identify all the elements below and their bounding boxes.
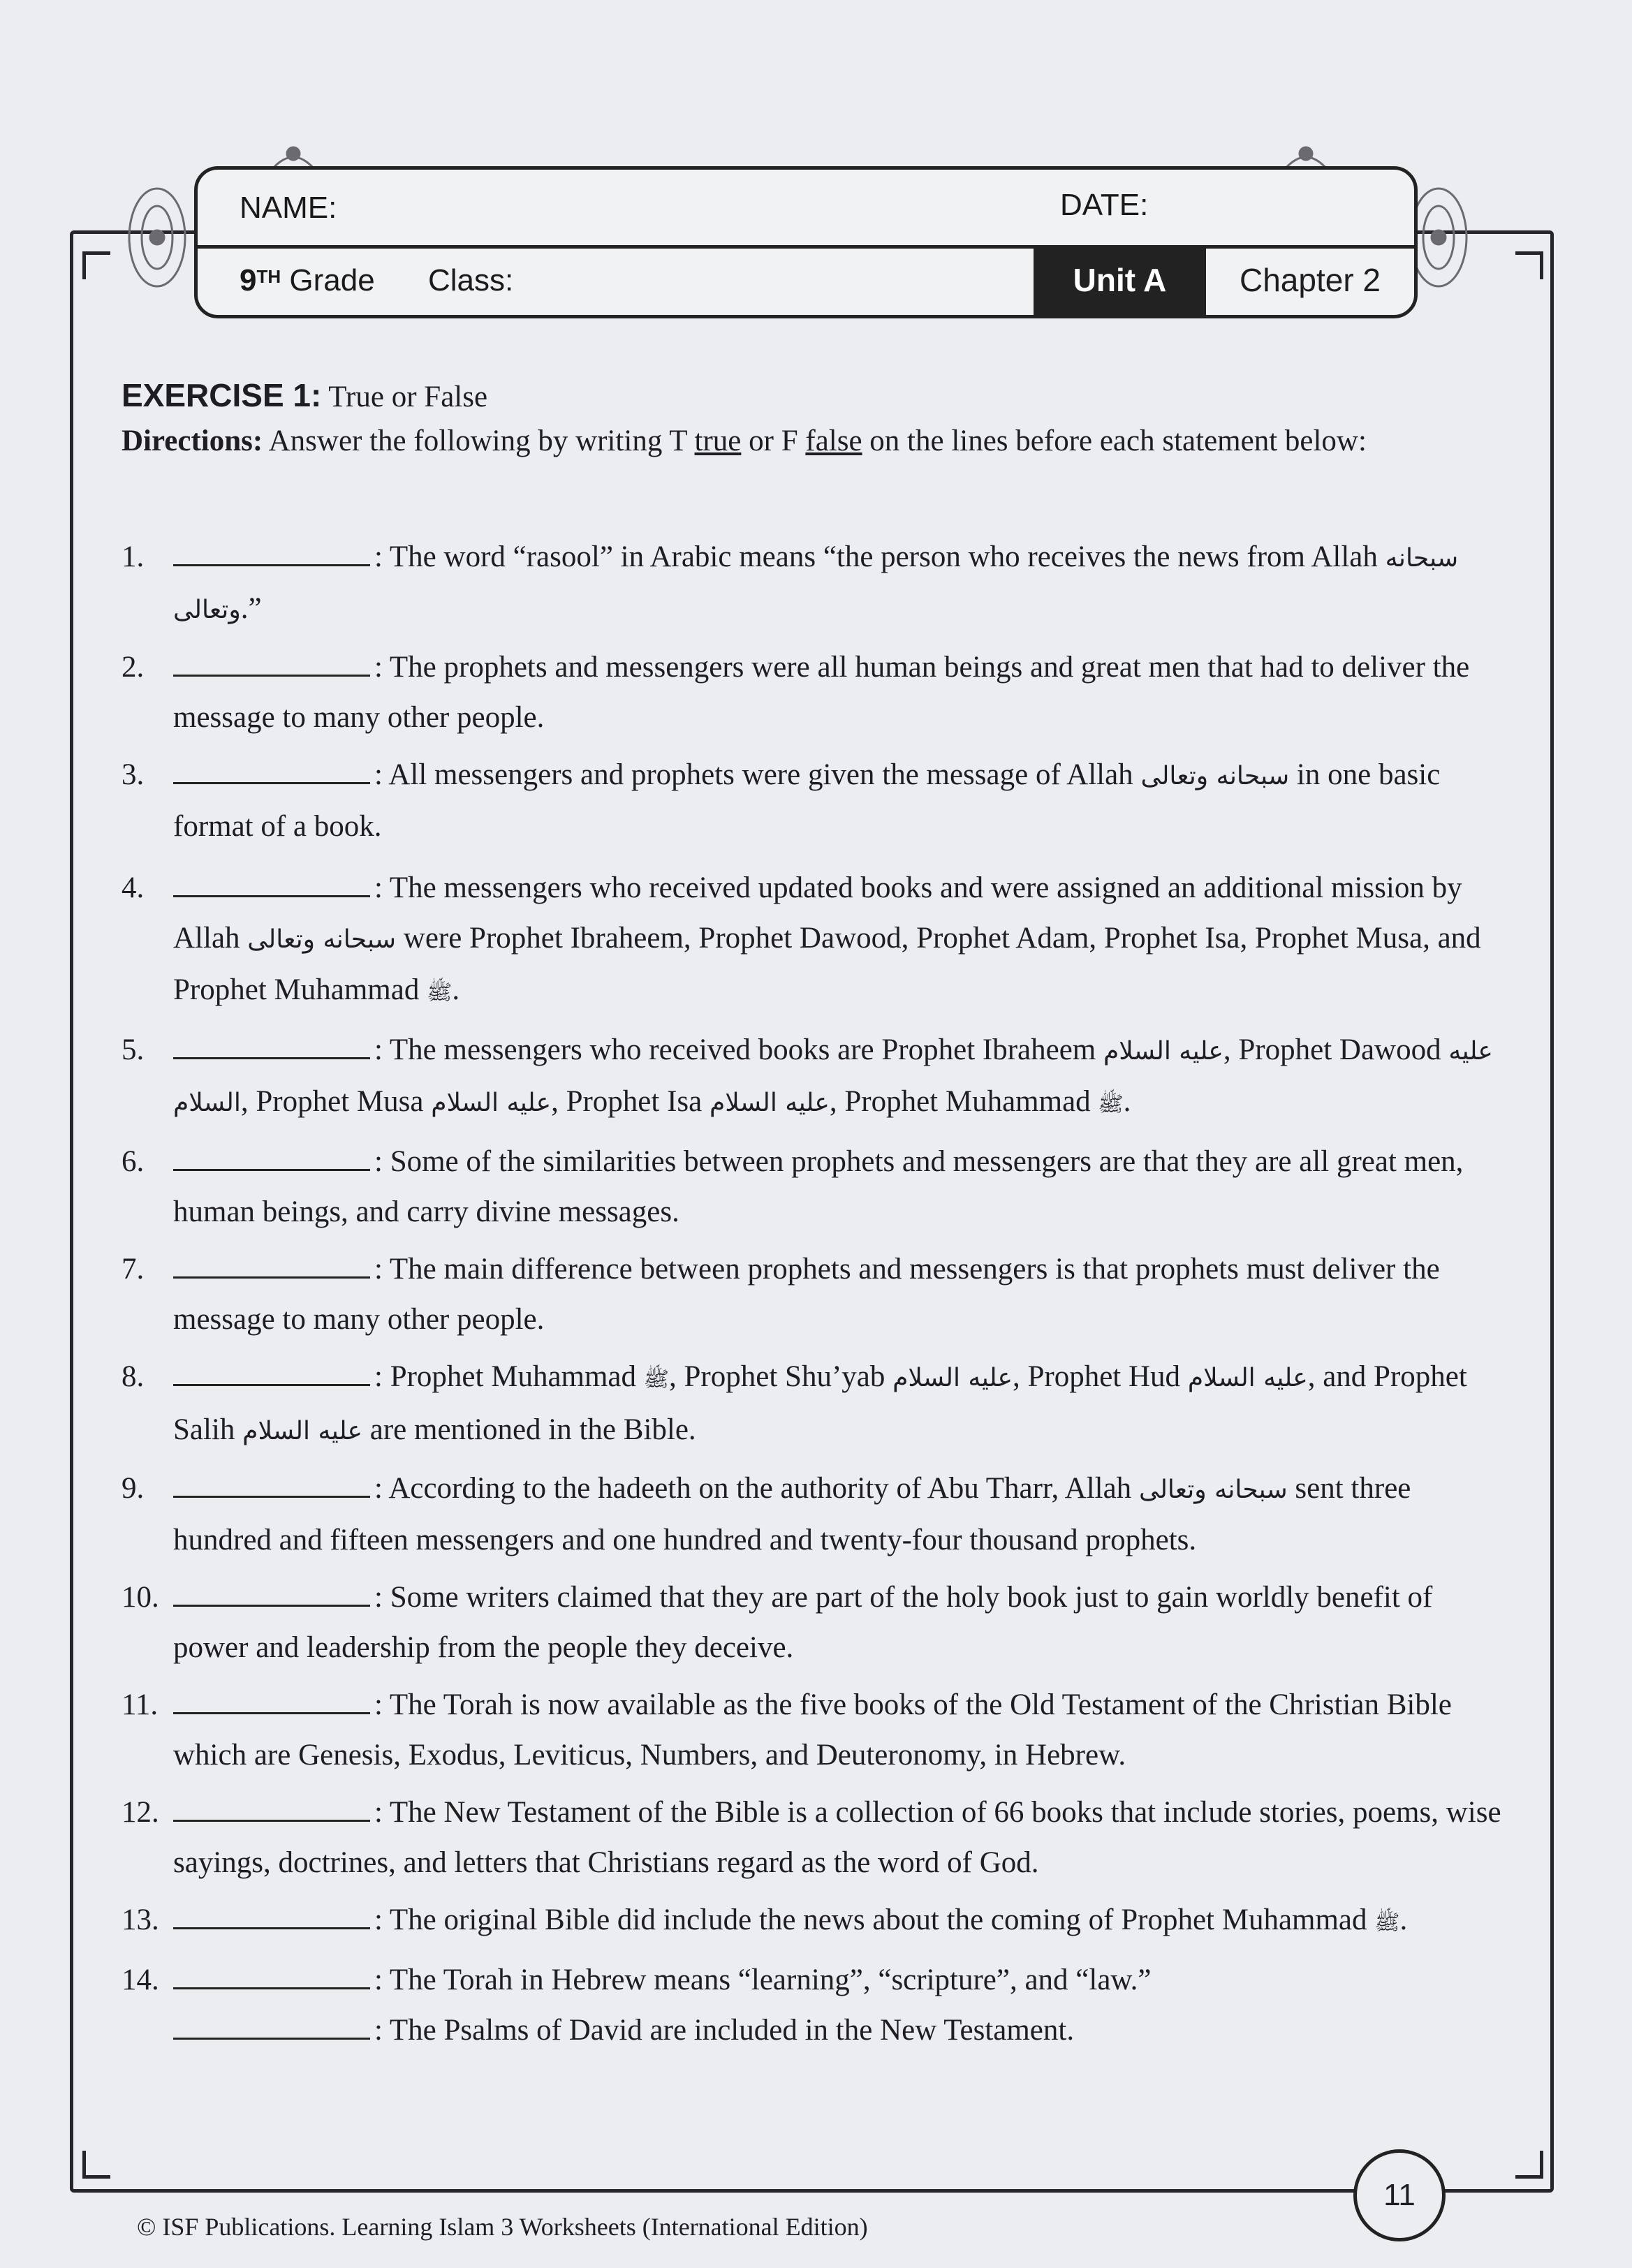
frame-corner-ornament	[1515, 2151, 1543, 2179]
question-item	[122, 532, 1504, 635]
question-item	[122, 863, 1504, 1018]
true-word: true	[694, 425, 742, 457]
arabic-honorific: عليه السلام	[709, 1089, 830, 1117]
question-text: were Prophet Ibraheem, Prophet Dawood, Prophet Adam, Prophet Isa, Prophet Musa, and Prophet Muhammad	[173, 922, 1481, 1006]
header-row-grade-class	[198, 245, 1414, 315]
question-number: 9.	[122, 1472, 145, 1505]
question-text: .	[1399, 1904, 1408, 1936]
copyright-footer: © ISF Publications. Learning Islam 3 Worksheets (International Edition)	[137, 2213, 868, 2241]
question-text: : The main difference between prophets and messengers is that prophets must deliver the message to many other people.	[173, 1253, 1440, 1336]
chapter-label: Chapter 2	[1239, 262, 1381, 298]
question-number: 3.	[122, 758, 145, 791]
grade-label	[240, 263, 375, 298]
question-item	[122, 750, 1504, 852]
question-item	[122, 1137, 1504, 1237]
answer-blank[interactable]	[173, 1472, 370, 1498]
question-text: : The messengers who received updated books and were assigned an additional mission by Allah	[173, 871, 1462, 955]
question-text: .	[452, 973, 460, 1006]
question-number: 1.	[122, 540, 145, 573]
salawat-icon: ﷺ	[1374, 1910, 1400, 1935]
question-item	[122, 1895, 1504, 1948]
question-text: : All messengers and prophets were given the message of Allah	[374, 758, 1133, 791]
question-text: : According to the hadeeth on the authority of Abu Tharr, Allah	[374, 1472, 1132, 1505]
question-text: .”	[240, 592, 262, 625]
question-number: 13.	[122, 1904, 159, 1936]
question-number: 12.	[122, 1796, 159, 1829]
question-number: 8.	[122, 1360, 145, 1393]
question-text: in one basic format of a book.	[173, 758, 1441, 843]
floral-ornament-icon	[115, 178, 199, 297]
question-text: , Prophet Musa	[240, 1085, 424, 1118]
class-label: Class:	[428, 263, 514, 297]
question-text: : The messengers who received books are Prophet Ibraheem	[374, 1033, 1096, 1066]
question-number: 10.	[122, 1581, 159, 1614]
question-text: : The prophets and messengers were all human beings and great men that had to deliver the message to many other people.	[173, 651, 1470, 734]
false-word: false	[805, 425, 862, 457]
question-item	[122, 1955, 1504, 2005]
date-label: DATE:	[1060, 188, 1149, 222]
arabic-honorific: سبحانه وتعالى	[1140, 762, 1290, 790]
question-text: .	[1123, 1085, 1131, 1118]
question-text: , Prophet Isa	[551, 1085, 703, 1118]
arabic-honorific: عليه السلام	[242, 1417, 363, 1445]
directions-text: Answer the following by writing T	[268, 425, 687, 457]
question-text: : The Psalms of David are included in the New Testament.	[374, 2014, 1075, 2047]
question-item	[122, 642, 1504, 743]
question-number: 14.	[122, 1964, 159, 1996]
question-text: , and Prophet Salih	[173, 1360, 1467, 1446]
answer-blank[interactable]	[173, 651, 370, 677]
question-number: 2.	[122, 651, 145, 684]
answer-blank[interactable]	[173, 1688, 370, 1714]
answer-blank[interactable]	[173, 1904, 370, 1929]
page-number: 11	[1353, 2149, 1446, 2241]
unit-badge: Unit A	[1034, 245, 1206, 315]
question-text: : The Torah is now available as the five books of the Old Testament of the Christian Bible which are Genesis, Exodus, Leviticus, Numbers, and Deuteronomy, in Hebrew.	[173, 1688, 1452, 1772]
worksheet-header	[194, 166, 1418, 318]
exercise-title	[122, 374, 1511, 419]
question-item	[122, 1025, 1504, 1130]
question-text: : The original Bible did include the news about the coming of Prophet Muhammad	[374, 1904, 1367, 1936]
header-row-name-date	[198, 170, 1414, 249]
grade-suffix: TH	[256, 266, 281, 287]
question-item	[122, 1573, 1504, 1673]
question-text: sent three hundred and fifteen messengers and one hundred and twenty-four thousand prophets.	[173, 1472, 1411, 1556]
answer-blank[interactable]	[173, 540, 370, 566]
question-item	[122, 2005, 1504, 2056]
salawat-icon: ﷺ	[427, 980, 453, 1005]
question-text: : Some of the similarities between prophets and messengers are that they are all great men, human beings, and carry divine messages.	[173, 1145, 1464, 1228]
arabic-honorific: سبحانه وتعالى	[1138, 1475, 1288, 1504]
question-text: : Prophet Muhammad	[374, 1360, 637, 1393]
answer-blank[interactable]	[173, 758, 370, 784]
question-text: : The New Testament of the Bible is a collection of 66 books that include stories, poems, wise sayings, doctrines, and letters that Christians regard as the word of God.	[173, 1796, 1501, 1879]
exercise-number: EXERCISE 1:	[122, 377, 322, 413]
answer-blank[interactable]	[173, 1581, 370, 1607]
arabic-honorific: عليه السلام	[1103, 1037, 1223, 1066]
salawat-icon: ﷺ	[643, 1367, 670, 1392]
question-text: , Prophet Muhammad	[829, 1085, 1091, 1118]
salawat-icon: ﷺ	[1098, 1092, 1124, 1117]
arabic-honorific: عليه السلام	[892, 1364, 1013, 1392]
directions-text: or F	[749, 425, 798, 457]
question-text: : The Torah in Hebrew means “learning”, “scripture”, and “law.”	[374, 1964, 1152, 1996]
arabic-honorific: عليه السلام	[431, 1089, 552, 1117]
question-text: , Prophet Hud	[1012, 1360, 1181, 1393]
exercise-type: True or False	[328, 381, 488, 413]
answer-blank[interactable]	[173, 1796, 370, 1822]
frame-corner-ornament	[82, 251, 110, 279]
question-text: are mentioned in the Bible.	[369, 1413, 696, 1446]
question-number: 7.	[122, 1253, 145, 1286]
question-item	[122, 1680, 1504, 1781]
directions-text: on the lines before each statement below:	[869, 425, 1367, 457]
grade-text: Grade	[289, 263, 375, 297]
question-item	[122, 1244, 1504, 1345]
answer-blank[interactable]	[173, 2014, 370, 2040]
frame-corner-ornament	[1515, 251, 1543, 279]
question-item	[122, 1464, 1504, 1566]
frame-corner-ornament	[82, 2151, 110, 2179]
arabic-honorific: عليه السلام	[1187, 1364, 1308, 1392]
question-number: 6.	[122, 1145, 145, 1178]
question-item	[122, 1352, 1504, 1457]
question-number: 5.	[122, 1033, 145, 1066]
question-item	[122, 1788, 1504, 1888]
arabic-honorific: سبحانه وتعالى	[247, 925, 397, 954]
answer-blank[interactable]	[173, 1253, 370, 1279]
arabic-honorific: عليه السلام	[173, 1037, 1493, 1117]
answer-blank[interactable]	[173, 871, 370, 897]
answer-blank[interactable]	[173, 1033, 370, 1059]
answer-blank[interactable]	[173, 1145, 370, 1171]
grade-number: 9	[240, 263, 257, 297]
directions	[122, 419, 1511, 464]
directions-label: Directions:	[122, 425, 263, 457]
exercise-intro	[122, 374, 1511, 464]
answer-blank[interactable]	[173, 1360, 370, 1386]
question-list	[122, 532, 1504, 2056]
question-number: 4.	[122, 871, 145, 904]
question-text: : The word “rasool” in Arabic means “the person who receives the news from Allah	[374, 540, 1378, 573]
question-number: 11.	[122, 1688, 159, 1721]
arabic-honorific: سبحانه وتعالى	[173, 544, 1459, 624]
question-text: , Prophet Shu’yab	[669, 1360, 885, 1393]
question-text: , Prophet Dawood	[1223, 1033, 1441, 1066]
answer-blank[interactable]	[173, 1964, 370, 1989]
question-text: : Some writers claimed that they are part of the holy book just to gain worldly benefit of power and leadership from the people they deceive.	[173, 1581, 1433, 1664]
name-label: NAME:	[240, 191, 337, 225]
